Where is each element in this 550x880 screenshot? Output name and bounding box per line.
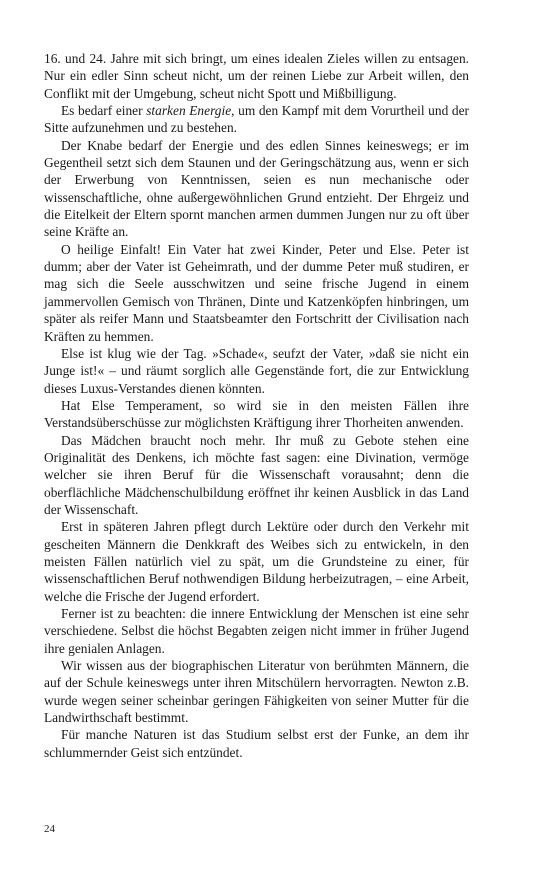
paragraph — [44, 657, 469, 726]
emphasis-text: starken Energie — [146, 103, 232, 119]
paragraph — [44, 397, 469, 432]
paragraph — [44, 102, 469, 137]
paragraph — [44, 137, 469, 241]
paragraph-text: , um den Kampf mit dem Vorurtheil und der Sitte aufzunehmen und zu bestehen. — [44, 103, 469, 136]
paragraph-text: O heilige Einfalt! Ein Vater hat zwei Kinder, Peter und Else. Peter ist dumm; aber der Vater ist Geheimrath, und der dumme Peter muß studiren, er mag sich die Seele ausschwitzen und seine frische Jugend in einem jammervollen Gemisch von Thränen, Dinte und Katzenköpfen hinbringen, um später als reifer Mann und Staatsbeamter den Fortschritt der Civilisation nach Kräften zu hemmen. — [44, 241, 469, 344]
paragraph-text: Else ist klug wie der Tag. »Schade«, seufzt der Vater, »daß sie nicht ein Junge ist!« – und räumt sorglich alle Gegenstände fort, die zur Entwicklung dieses Luxus-Verstandes dienen könnten. — [44, 345, 469, 396]
page-number: 24 — [44, 823, 55, 835]
paragraph-text: Das Mädchen braucht noch mehr. Ihr muß zu Gebote stehen eine Originalität des Denkens, ich möchte fast sagen: eine Divination, vermöge welcher sie ihren Beruf für die Wissenschaft vorausahnt; denn die oberflächliche Mädchenschulbildung eröffnet ihr keinen Ausblick in das Land der Wissenschaft. — [44, 432, 469, 517]
paragraph-text: Ferner ist zu beachten: die innere Entwicklung der Menschen ist eine sehr verschiedene. Selbst die höchst Begabten zeigen nicht immer in früher Jugend ihre genialen Anlagen. — [44, 606, 469, 656]
paragraph — [44, 241, 469, 345]
paragraph-text: Es bedarf einer — [61, 103, 147, 119]
paragraph — [44, 345, 469, 397]
paragraph-text: Erst in späteren Jahren pflegt durch Lektüre oder durch den Verkehr mit gescheiten Männern die Denkkraft des Weibes sich zu entwickeln, in den meisten Fällen natürlich viel zu spät, um die Grundsteine zu einer, für wissenschaftlichen Beruf nothwendigen Bildung herbeizutragen, – eine Arbeit, welche die Frische der Jugend erfordert. — [44, 519, 469, 604]
paragraph-text: Hat Else Temperament, so wird sie in den meisten Fällen ihre Verstandsüberschüsse zur möglichsten Kräftigung ihrer Thorheiten anwenden. — [44, 397, 469, 431]
paragraph-text: Für manche Naturen ist das Studium selbst erst der Funke, an dem ihr schlummernder Geist sich entzündet. — [44, 727, 469, 760]
paragraph-text: 16. und 24. Jahre mit sich bringt, um eines idealen Zieles willen zu entsagen. Nur ein edler Sinn scheut nicht, um der reinen Liebe zur Arbeit willen, den Conflikt mit der Umgebung, scheut nicht Spott und Mißbilligung. — [44, 51, 469, 101]
paragraph — [44, 50, 469, 102]
paragraph-text: Wir wissen aus der biographischen Literatur von berühmten Männern, die auf der Schule keineswegs unter ihren Mitschülern hervorragten. Newton z.B. wurde wegen seiner scheinbar geringen Fähigkeiten von seiner Mutter für die Landwirthschaft bestimmt. — [44, 658, 469, 726]
paragraph — [44, 432, 469, 519]
page-body — [44, 50, 469, 761]
paragraph-text: Der Knabe bedarf der Energie und des edlen Sinnes keineswegs; er im Gegentheil setzt sich dem Staunen und der Geringschätzung aus, wenn er sich der Erwerbung von Kenntnissen, seien es nun mechanische oder wissenschaftliche, ohne außergewöhnlichen Grund entzieht. Der Ehrgeiz und die Eitelkeit der Eltern spornt manchen armen dummen Jungen nur zu oft über seine Kräfte an. — [44, 137, 469, 240]
paragraph — [44, 726, 469, 761]
paragraph — [44, 518, 469, 605]
paragraph — [44, 605, 469, 657]
